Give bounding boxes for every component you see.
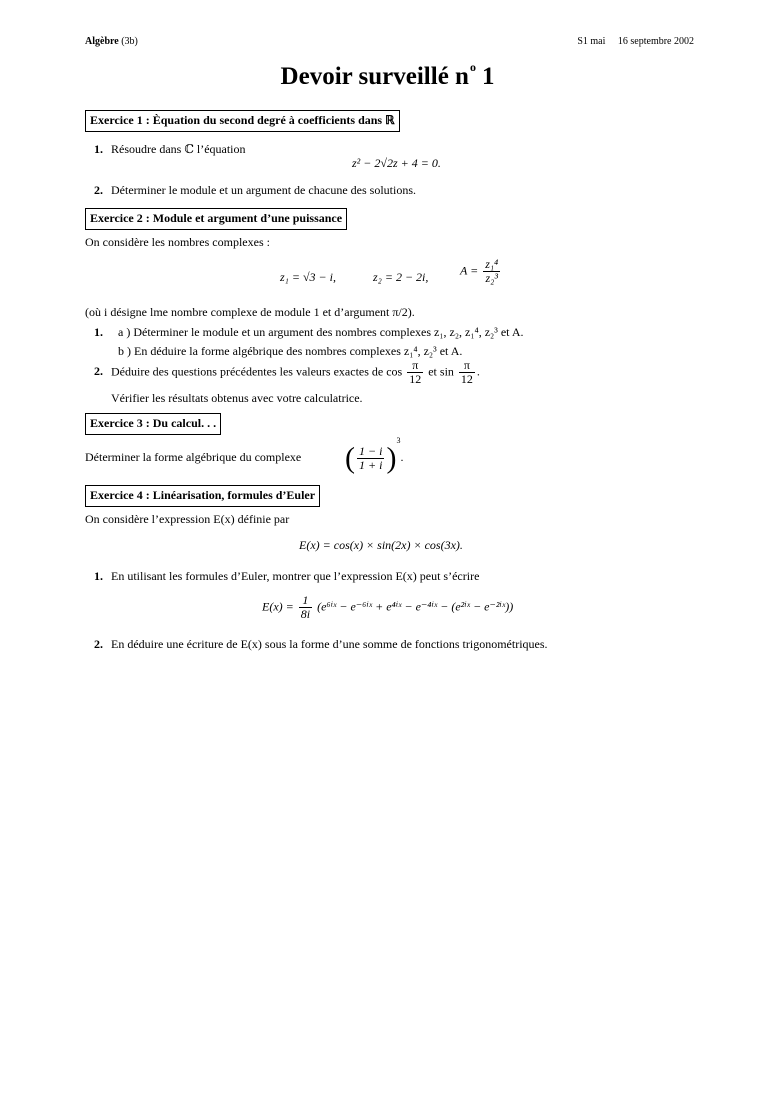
header-code: S1 mai <box>577 36 606 47</box>
exercise-1-heading: Exercice 1 : Èquation du second degré à coefficients dans ℝ <box>85 110 400 132</box>
ex2-note: (où i désigne lme nombre complexe de module 1 et d’argument π/2). <box>85 305 415 319</box>
header-date-block <box>577 36 694 47</box>
header-date: 16 septembre 2002 <box>617 36 694 47</box>
ex2-check: Vérifier les résultats obtenus avec votre calculatrice. <box>111 391 363 405</box>
ex3-text: Déterminer la forme algébrique du complexe <box>85 450 302 464</box>
ex2-question-1b: b ) En déduire la forme algébrique des nombres complexes z₁⁴, z₂³ et A. <box>118 344 463 358</box>
ex2-question-1: 1. <box>94 325 103 339</box>
ex3-expression: ( $\frac{1 - i}{1 + i}$ )$^3$. <box>345 436 404 475</box>
ex1-question-2: 2. Déterminer le module et un argument de chacune des solutions. <box>94 183 417 197</box>
exercise-3-heading: Exercice 3 : Du calcul. . . <box>85 413 221 435</box>
course-name: Algèbre <box>85 36 119 47</box>
ex4-euler-equation: E(x) = $\frac{1}{8i}$ (e⁶ⁱˣ − e⁻⁶ⁱˣ + e⁴ⁱˣ − e⁻⁴ⁱˣ − (e²ⁱˣ − e⁻²ⁱˣ)) <box>262 593 514 621</box>
ex4-question-1: 1. En utilisant les formules d’Euler, montrer que l’expression E(x) peut s’écrire <box>94 569 480 583</box>
ex4-question-2: 2. En déduire une écriture de E(x) sous la forme d’une somme de fonctions trigonométriques. <box>94 637 548 651</box>
course-class: (3b) <box>121 36 138 47</box>
exercise-4-heading: Exercice 4 : Linéarisation, formules d’Euler <box>85 485 320 507</box>
ex2-z2: z₂ = 2 − 2i, <box>373 270 429 284</box>
header-course <box>85 36 138 47</box>
page-title: Devoir surveillé $n^o$ 1 <box>280 60 495 90</box>
ex1-equation: z² − 2√2z + 4 = 0. <box>352 156 441 170</box>
ex2-z1: z₁ = √3 − i, <box>280 270 336 284</box>
exercise-2-heading: Exercice 2 : Module et argument d’une puissance <box>85 208 347 230</box>
ex2-intro: On considère les nombres complexes : <box>85 235 270 249</box>
ex4-intro: On considère l’expression E(x) définie par <box>85 512 290 526</box>
ex1-question-1: 1. Résoudre dans ℂ l’équation <box>94 142 246 156</box>
ex2-question-2: 2. Déduire des questions précédentes les valeurs exactes de cos $\frac{\pi}{12}$ et sin $\frac{\pi}{12}$ . <box>94 358 480 386</box>
ex4-equation: E(x) = cos(x) × sin(2x) × cos(3x). <box>299 538 463 552</box>
ex2-A-definition: A = $\frac{\text{z₁⁴}}{\text{z₂³}}$ <box>460 257 499 285</box>
ex2-question-1a: a ) Déterminer le module et un argument des nombres complexes z₁, z₂, z₁⁴, z₂³ et A. <box>118 325 524 339</box>
